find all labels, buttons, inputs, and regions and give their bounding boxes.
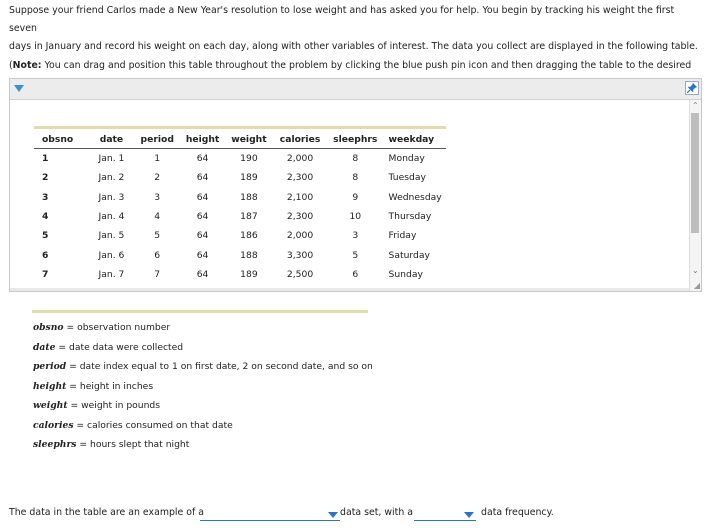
table-row: [34, 149, 446, 169]
cell-weekday: Friday: [388, 230, 417, 242]
question-sentence: [9, 505, 709, 521]
question-part-2: data set, with a: [340, 507, 413, 518]
legend-item: [33, 318, 373, 338]
legend-variable: sleephrs: [33, 439, 77, 450]
cell-weekday: Tuesday: [388, 172, 426, 184]
legend-item: [33, 435, 373, 455]
cell-height: 64: [196, 249, 209, 261]
push-pin-icon[interactable]: [685, 81, 699, 95]
cell-weight: 189: [240, 172, 258, 184]
chevron-down-icon: [328, 512, 338, 518]
scroll-thumb[interactable]: [691, 113, 699, 233]
col-header-weekday: weekday: [383, 132, 446, 149]
scroll-down-icon[interactable]: ⌄: [692, 266, 699, 275]
cell-sleephrs: 3: [352, 230, 359, 242]
cell-height: 64: [196, 230, 209, 242]
legend-item: [33, 416, 373, 436]
cell-weekday: Thursday: [388, 211, 432, 223]
legend-description: = calories consumed on that date: [73, 419, 233, 431]
table-row: [34, 207, 446, 226]
vertical-scrollbar[interactable]: [689, 100, 701, 291]
table-row: [34, 265, 446, 284]
cell-period: 2: [154, 172, 161, 184]
legend-description: = weight in pounds: [67, 400, 161, 411]
cell-weekday: Sunday: [388, 268, 423, 280]
cell-date: Jan. 1: [98, 153, 125, 165]
legend-variable: date: [33, 341, 56, 353]
legend-description: = date index equal to 1 on first date, 2 on second date, and so on: [66, 361, 373, 372]
legend-top-rule: [32, 310, 368, 313]
table-row: [34, 245, 446, 264]
cell-sleephrs: 9: [352, 191, 359, 203]
cell-weight: 188: [240, 191, 258, 203]
data-table-viewport: [34, 126, 446, 287]
data-frequency-dropdown[interactable]: [414, 506, 476, 521]
cell-height: 64: [196, 211, 209, 223]
cell-height: 64: [196, 153, 209, 165]
legend-variable: obsno: [33, 322, 64, 333]
cell-obsno: 2: [42, 172, 49, 184]
legend-item: [33, 357, 373, 377]
cell-sleephrs: 10: [349, 211, 362, 223]
note-label: Note:: [12, 59, 42, 71]
cell-weekday: Wednesday: [388, 191, 442, 203]
question-part-1: The data in the table are an example of a: [9, 507, 205, 518]
cell-obsno: 7: [42, 268, 49, 280]
cell-weight: 187: [240, 211, 258, 223]
cell-height: 64: [196, 191, 209, 203]
cell-period: 1: [154, 153, 161, 165]
cell-weight: 188: [240, 249, 258, 261]
cell-calories: 2,300: [286, 211, 314, 223]
cell-calories: 2,500: [286, 268, 314, 280]
intro-line-2: days in January and record his weight on each day, along with other variables of interest. The data you collect are displayed in the following table.: [9, 41, 698, 53]
note-text: You can drag and position this table throughout the problem by clicking the blue push pin icon and then dragging the table to the desired: [41, 59, 692, 71]
cell-date: Jan. 5: [98, 230, 125, 242]
cell-weight: 186: [240, 230, 258, 242]
cell-date: Jan. 3: [98, 191, 125, 203]
cell-obsno: 1: [42, 153, 49, 165]
cell-date: Jan. 4: [98, 211, 125, 223]
question-part-3: data frequency.: [481, 507, 554, 518]
legend-item: [33, 396, 373, 416]
cell-sleephrs: 8: [352, 153, 359, 165]
col-header-obsno: obsno: [34, 132, 88, 149]
cell-calories: 2,300: [286, 172, 314, 184]
cell-obsno: 5: [42, 230, 49, 242]
collapse-triangle-icon[interactable]: [14, 85, 24, 92]
table-row: [34, 168, 446, 187]
table-row: [34, 226, 446, 245]
horizontal-scrollbar[interactable]: [10, 288, 689, 291]
table-header-row: [34, 132, 446, 149]
cell-height: 64: [196, 268, 209, 280]
col-header-calories: calories: [272, 132, 328, 149]
panel-toolbar: [10, 79, 701, 100]
cell-sleephrs: 5: [352, 249, 359, 261]
data-table: [34, 132, 446, 284]
cell-obsno: 6: [42, 249, 49, 261]
chevron-down-icon: [464, 512, 474, 518]
variable-legend: [33, 318, 373, 455]
cell-period: 5: [154, 230, 161, 242]
intro-line-1: Suppose your friend Carlos made a New Year's resolution to lose weight and has asked you for help. You begin by tracking his weight the first seven: [9, 5, 675, 35]
cell-calories: 2,100: [286, 191, 314, 203]
data-table-panel: [9, 78, 702, 292]
legend-item: [33, 377, 373, 397]
legend-variable: height: [33, 380, 67, 392]
legend-variable: weight: [33, 400, 68, 411]
cell-height: 64: [196, 172, 209, 184]
col-header-sleephrs: sleephrs: [328, 132, 383, 149]
col-header-date: date: [88, 132, 135, 149]
col-header-period: period: [135, 132, 179, 149]
scroll-up-icon[interactable]: ⌃: [692, 101, 699, 110]
col-header-weight: weight: [226, 132, 272, 149]
legend-variable: period: [33, 361, 67, 372]
cell-date: Jan. 2: [98, 172, 125, 184]
cell-sleephrs: 8: [352, 172, 359, 184]
cell-date: Jan. 6: [98, 249, 125, 261]
cell-calories: 3,300: [286, 249, 314, 261]
cell-weekday: Saturday: [388, 249, 430, 261]
legend-description: = height in inches: [66, 380, 154, 392]
legend-description: = hours slept that night: [76, 439, 190, 450]
legend-description: = observation number: [63, 322, 171, 333]
col-header-height: height: [179, 132, 225, 149]
note-paren: (: [9, 59, 13, 71]
cell-period: 3: [154, 191, 161, 203]
intro-line-3: [9, 57, 699, 75]
cell-calories: 2,000: [286, 230, 314, 242]
cell-weight: 189: [240, 268, 258, 280]
table-row: [34, 188, 446, 207]
resize-handle-icon[interactable]: ◢: [693, 281, 700, 290]
legend-item: [33, 338, 373, 358]
cell-weekday: Monday: [388, 153, 425, 165]
cell-weight: 190: [240, 153, 258, 165]
cell-period: 7: [154, 268, 161, 280]
cell-obsno: 4: [42, 211, 49, 223]
legend-variable: calories: [33, 419, 74, 431]
cell-sleephrs: 6: [352, 268, 359, 280]
data-set-type-dropdown[interactable]: [200, 506, 340, 521]
cell-calories: 2,000: [286, 153, 314, 165]
cell-date: Jan. 7: [98, 268, 125, 280]
legend-description: = date data were collected: [55, 341, 184, 353]
cell-period: 4: [154, 211, 161, 223]
table-top-rule: [34, 126, 446, 129]
cell-period: 6: [154, 249, 161, 261]
cell-obsno: 3: [42, 191, 49, 203]
